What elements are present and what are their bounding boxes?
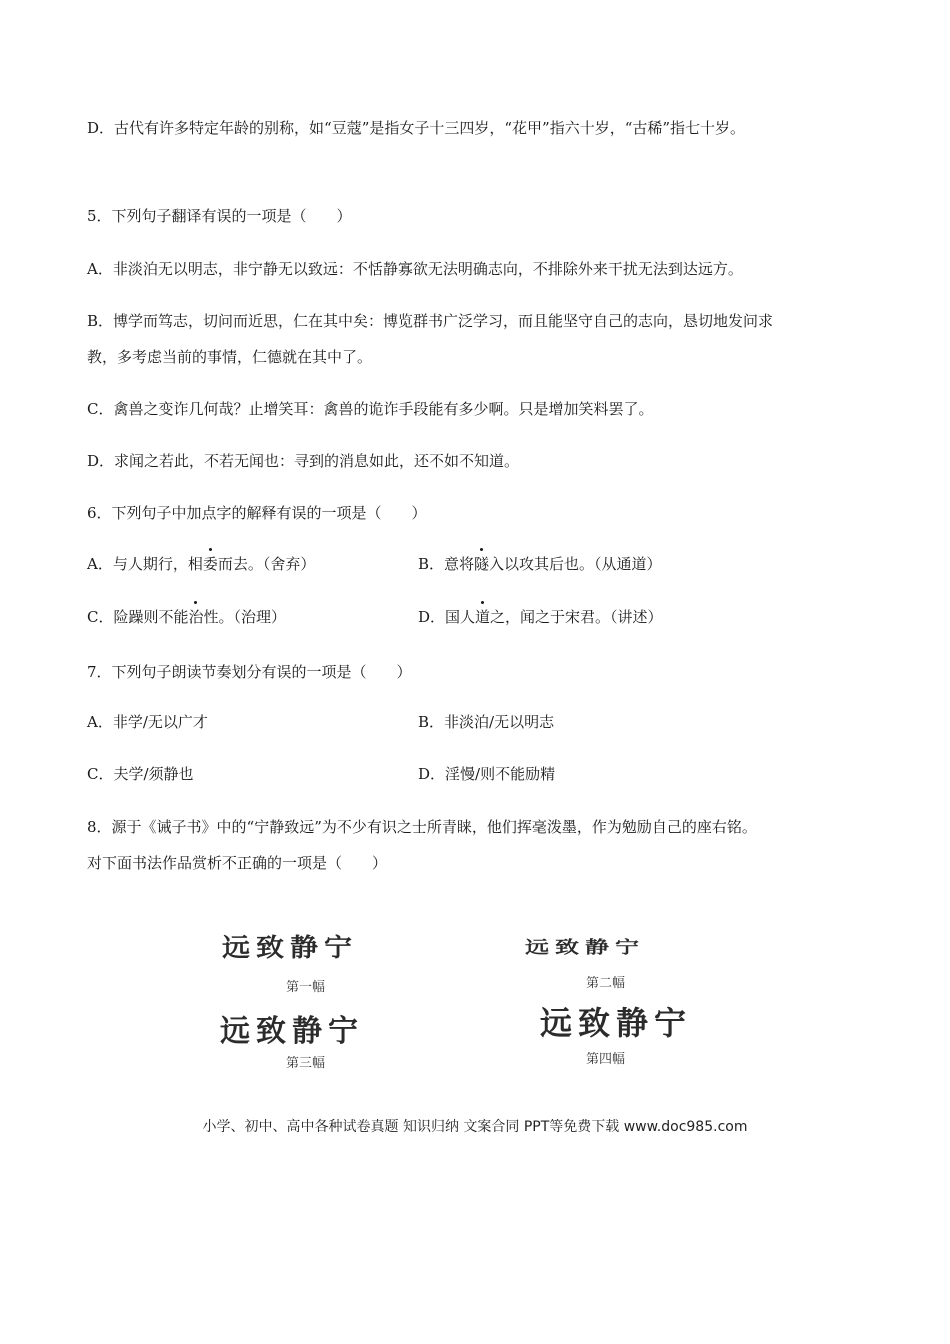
q6-d-pre: D．国人 [418, 608, 476, 626]
q6-a-post: 而去。（舍弃） [217, 555, 316, 573]
q8-stem-text1: 8．源于《诫子书》中的“宁静致远”为不少有识之士所青睐，他们挥毫泼墨，作为勉励自己的座右铭。 [87, 818, 757, 836]
q5-option-d-text: D．求闻之若此，不若无闻也：寻到的消息如此，还不如不知道。 [87, 452, 520, 470]
q6-a-dotted-char: 委 [202, 555, 218, 573]
q6-c-pre: C．险躁则不能 [87, 608, 189, 626]
q5-option-a [87, 258, 743, 280]
q6-b-post: 入以攻其后也。（从通道） [489, 555, 662, 573]
q7-option-c-text: C．夫学/须静也 [87, 765, 194, 783]
calligraphy-caption-2: 第二幅 [586, 976, 626, 991]
q6-option-c [87, 606, 286, 628]
q4-option-d-text: D．古代有许多特定年龄的别称，如“豆蔻”是指女子十三四岁，“花甲”指六十岁，“古稀”指七十岁。 [87, 119, 746, 137]
q7-option-d-text: D．淫慢/则不能励精 [418, 765, 556, 783]
q6-a-pre: A．与人期行，相 [87, 555, 203, 573]
calligraphy-work-3: 远致静宁 [220, 1014, 364, 1049]
calligraphy-caption-3: 第三幅 [286, 1056, 326, 1071]
q5-stem-text: 5．下列句子翻译有误的一项是（ ） [87, 207, 352, 225]
calligraphy-caption-1: 第一幅 [286, 980, 326, 995]
calligraphy-caption-4: 第四幅 [586, 1052, 626, 1067]
q6-c-post: 性。（治理） [203, 608, 287, 626]
q5-option-b-line2 [87, 346, 372, 368]
q5-option-b-text2: 教，多考虑当前的事情，仁德就在其中了。 [87, 348, 373, 366]
q6-stem-text: 6．下列句子中加点字的解释有误的一项是（ ） [87, 504, 427, 522]
q7-option-b-text: B．非淡泊/无以明志 [418, 713, 555, 731]
q5-option-b-line1 [87, 310, 773, 332]
q6-d-post: 之，闻之于宋君。（讲述） [490, 608, 663, 626]
q6-b-pre: B．意将 [418, 555, 475, 573]
calligraphy-work-1: 远致静宁 [222, 932, 359, 963]
q5-option-c [87, 398, 653, 420]
page-footer: 小学、初中、高中各种试卷真题 知识归纳 文案合同 PPT等免费下载 www.doc985.com [202, 1119, 748, 1135]
q7-option-a [87, 711, 208, 733]
q7-option-a-text: A．非学/无以广才 [87, 713, 208, 731]
q5-option-d [87, 450, 519, 472]
q7-option-d [418, 763, 555, 785]
q6-d-dotted-char: 道 [475, 608, 491, 626]
q6-option-a [87, 553, 315, 575]
q6-option-b [418, 553, 662, 575]
q6-option-d [418, 606, 663, 628]
q5-option-c-text: C．禽兽之变诈几何哉？止增笑耳：禽兽的诡诈手段能有多少啊。只是增加笑料罢了。 [87, 400, 654, 418]
q6-c-dotted-char: 治 [188, 608, 204, 626]
q6-b-dotted-char: 隧 [474, 555, 490, 573]
calligraphy-work-4: 远致静宁 [540, 1004, 693, 1042]
q5-option-b-text1: B．博学而笃志，切问而近思，仁在其中矣：博览群书广泛学习，而且能坚守自己的志向，恳切地发问求 [87, 312, 774, 330]
q8-stem-line1 [87, 816, 757, 838]
q5-option-a-text: A．非淡泊无以明志，非宁静无以致远：不恬静寡欲无法明确志向，不排除外来干扰无法到达远方。 [87, 260, 743, 278]
q7-option-c [87, 763, 194, 785]
q7-stem-text: 7．下列句子朗读节奏划分有误的一项是（ ） [87, 663, 412, 681]
q4-option-d [87, 117, 745, 139]
q7-stem [87, 661, 412, 683]
q8-stem-text2: 对下面书法作品赏析不正确的一项是（ ） [87, 854, 388, 872]
q5-stem [87, 205, 352, 227]
q7-option-b [418, 711, 554, 733]
calligraphy-work-2: 远致静宁 [525, 936, 645, 958]
q8-stem-line2 [87, 852, 387, 874]
q6-stem [87, 502, 427, 524]
